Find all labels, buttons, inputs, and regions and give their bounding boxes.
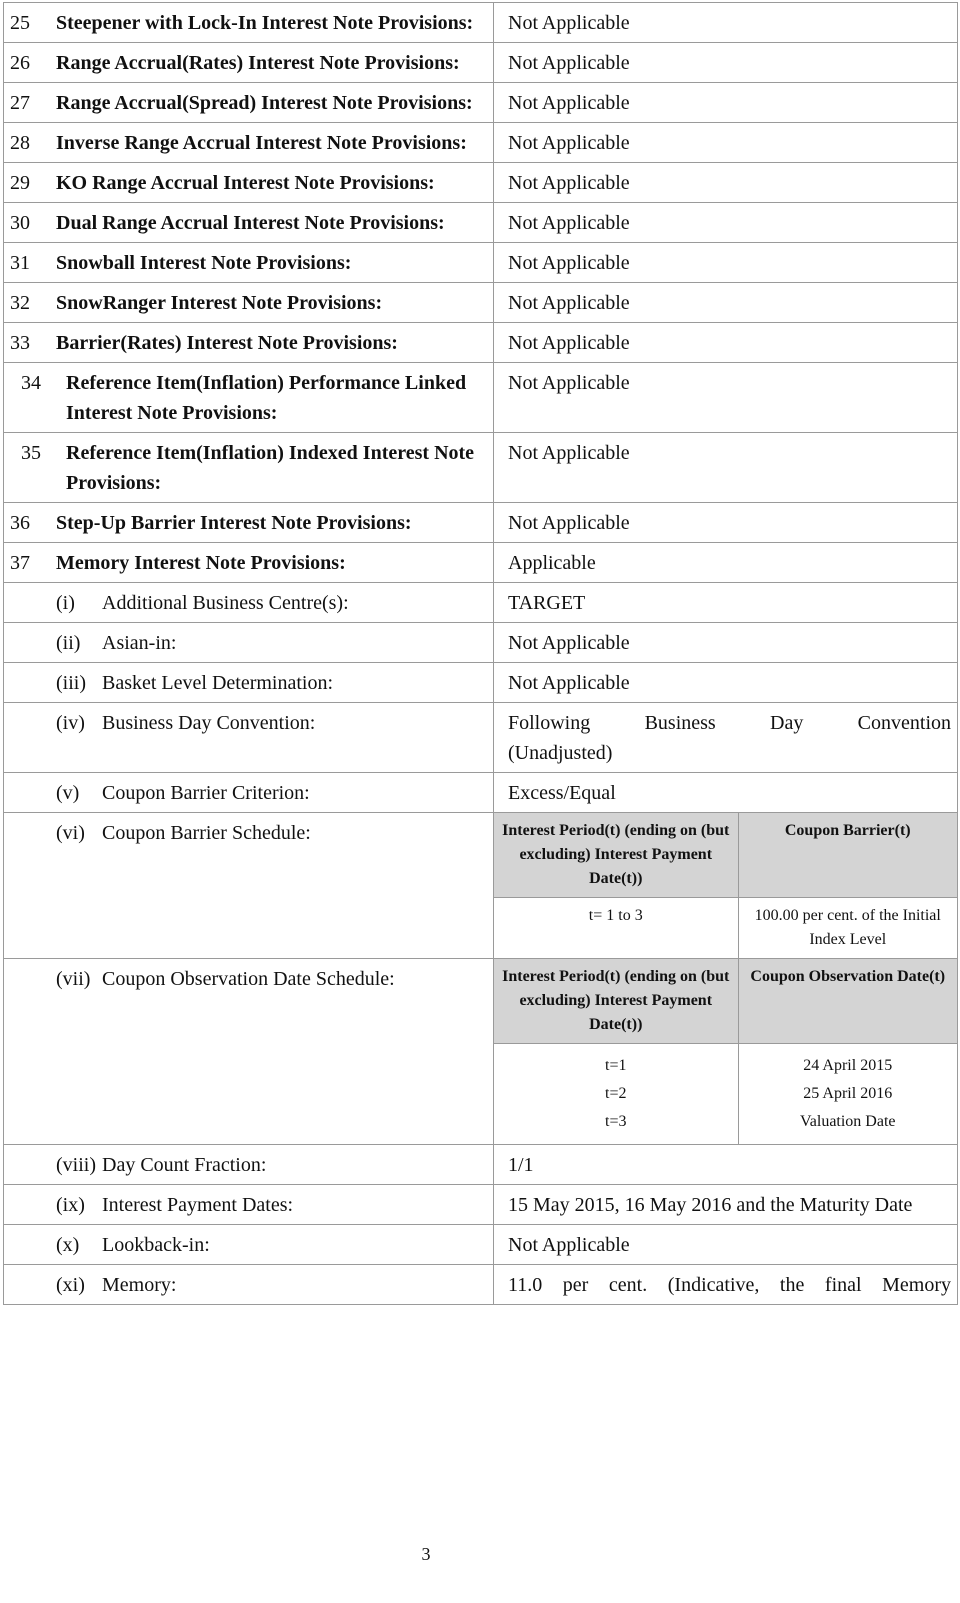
sub-value-line-2: (Unadjusted) bbox=[508, 742, 613, 764]
header-coupon-barrier: Coupon Barrier(t) bbox=[738, 813, 957, 898]
coupon-observation-schedule-row bbox=[4, 959, 958, 1145]
table-row bbox=[4, 433, 958, 503]
period-cell bbox=[494, 1044, 738, 1145]
row-value: Not Applicable bbox=[508, 172, 630, 194]
sub-label: Basket Level Determination: bbox=[102, 672, 334, 694]
period-t3: t=3 bbox=[605, 1113, 627, 1130]
row-value: Not Applicable bbox=[508, 292, 630, 314]
row-number: 37 bbox=[10, 552, 30, 574]
row-label: KO Range Accrual Interest Note Provisions: bbox=[56, 172, 435, 194]
sub-row bbox=[4, 773, 958, 813]
sub-label: Business Day Convention: bbox=[102, 712, 316, 734]
sub-label: Coupon Barrier Schedule: bbox=[102, 822, 311, 844]
table-row bbox=[4, 123, 958, 163]
row-value: Not Applicable bbox=[508, 332, 630, 354]
date-t1: 24 April 2015 bbox=[803, 1057, 893, 1074]
sub-label: Memory: bbox=[102, 1274, 177, 1296]
table-row bbox=[4, 243, 958, 283]
row-value: Not Applicable bbox=[508, 512, 630, 534]
sub-numeral: (ii) bbox=[56, 632, 81, 654]
date-t2: 25 April 2016 bbox=[803, 1085, 893, 1102]
sub-row bbox=[4, 703, 958, 773]
row-number: 29 bbox=[10, 172, 30, 194]
row-label: Steepener with Lock-In Interest Note Provisions: bbox=[56, 12, 474, 34]
table-row bbox=[4, 283, 958, 323]
sub-value: 15 May 2015, 16 May 2016 and the Maturity Date bbox=[508, 1194, 913, 1216]
sub-numeral: (vi) bbox=[56, 822, 85, 844]
row-label: Barrier(Rates) Interest Note Provisions: bbox=[56, 332, 398, 354]
sub-row bbox=[4, 1265, 958, 1305]
coupon-barrier-table bbox=[494, 813, 957, 958]
row-value: Not Applicable bbox=[508, 92, 630, 114]
row-label: SnowRanger Interest Note Provisions: bbox=[56, 292, 383, 314]
sub-value: 1/1 bbox=[508, 1154, 534, 1176]
row-value: Not Applicable bbox=[508, 442, 630, 464]
row-value: Not Applicable bbox=[508, 372, 630, 394]
sub-row bbox=[4, 663, 958, 703]
sub-numeral: (viii) bbox=[56, 1154, 96, 1176]
sub-label: Coupon Barrier Criterion: bbox=[102, 782, 310, 804]
row-label: Reference Item(Inflation) Performance Linked Interest Note Provisions: bbox=[66, 372, 467, 424]
sub-row bbox=[4, 1225, 958, 1265]
period-t2: t=2 bbox=[605, 1085, 627, 1102]
row-number: 30 bbox=[10, 212, 30, 234]
sub-numeral: (xi) bbox=[56, 1274, 85, 1296]
row-number: 35 bbox=[21, 442, 41, 464]
period-cell: t= 1 to 3 bbox=[494, 898, 738, 959]
barrier-cell: 100.00 per cent. of the Initial Index Level bbox=[754, 907, 941, 948]
table-row bbox=[4, 323, 958, 363]
sub-label: Coupon Observation Date Schedule: bbox=[102, 968, 395, 990]
row-value: Not Applicable bbox=[508, 252, 630, 274]
sub-label: Lookback-in: bbox=[102, 1234, 210, 1256]
table-row bbox=[4, 503, 958, 543]
sub-label: Interest Payment Dates: bbox=[102, 1194, 294, 1216]
inner-header-row bbox=[494, 813, 957, 898]
date-t3: Valuation Date bbox=[799, 1113, 896, 1130]
row-number: 28 bbox=[10, 132, 30, 154]
date-cell bbox=[738, 1044, 957, 1145]
row-number: 26 bbox=[10, 52, 30, 74]
sub-label: Day Count Fraction: bbox=[102, 1154, 267, 1176]
sub-numeral: (iv) bbox=[56, 712, 85, 734]
row-value: Not Applicable bbox=[508, 132, 630, 154]
sub-label: Additional Business Centre(s): bbox=[102, 592, 349, 614]
header-interest-period: Interest Period(t) (ending on (but excluding) Interest Payment Date(t)) bbox=[494, 813, 738, 898]
row-number: 32 bbox=[10, 292, 30, 314]
sub-row bbox=[4, 1145, 958, 1185]
row-number: 25 bbox=[10, 12, 30, 34]
header-observation-date: Coupon Observation Date(t) bbox=[738, 959, 957, 1044]
row-label: Memory Interest Note Provisions: bbox=[56, 552, 346, 574]
sub-row bbox=[4, 583, 958, 623]
row-number: 31 bbox=[10, 252, 30, 274]
sub-value: Excess/Equal bbox=[508, 782, 616, 804]
table-row bbox=[4, 3, 958, 43]
period-t1: t=1 bbox=[605, 1057, 627, 1074]
row-number: 36 bbox=[10, 512, 30, 534]
row-label: Range Accrual(Spread) Interest Note Provisions: bbox=[56, 92, 473, 114]
table-row bbox=[4, 83, 958, 123]
sub-numeral: (vii) bbox=[56, 968, 91, 990]
row-value: Not Applicable bbox=[508, 212, 630, 234]
table-row bbox=[4, 363, 958, 433]
sub-numeral: (ix) bbox=[56, 1194, 85, 1216]
table-row bbox=[4, 43, 958, 83]
row-number: 33 bbox=[10, 332, 30, 354]
coupon-observation-table bbox=[494, 959, 957, 1144]
row-label: Reference Item(Inflation) Indexed Interest Note Provisions: bbox=[66, 442, 475, 494]
sub-value: Not Applicable bbox=[508, 672, 630, 694]
inner-header-row bbox=[494, 959, 957, 1044]
row-value: Not Applicable bbox=[508, 52, 630, 74]
header-interest-period: Interest Period(t) (ending on (but excluding) Interest Payment Date(t)) bbox=[494, 959, 738, 1044]
row-label: Snowball Interest Note Provisions: bbox=[56, 252, 352, 274]
table-row bbox=[4, 163, 958, 203]
terms-table bbox=[3, 2, 958, 1305]
coupon-barrier-schedule-row bbox=[4, 813, 958, 959]
row-value: Not Applicable bbox=[508, 12, 630, 34]
inner-row bbox=[494, 898, 957, 959]
sub-value-line-1: Following Business Day Convention bbox=[508, 712, 951, 734]
sub-row bbox=[4, 623, 958, 663]
sub-value: Not Applicable bbox=[508, 1234, 630, 1256]
inner-row bbox=[494, 1044, 957, 1145]
sub-label: Asian-in: bbox=[102, 632, 177, 654]
sub-numeral: (i) bbox=[56, 592, 75, 614]
sub-numeral: (x) bbox=[56, 1234, 80, 1256]
sub-numeral: (iii) bbox=[56, 672, 86, 694]
row-number: 34 bbox=[21, 372, 41, 394]
sub-value: Not Applicable bbox=[508, 632, 630, 654]
sub-numeral: (v) bbox=[56, 782, 80, 804]
row-number: 27 bbox=[10, 92, 30, 114]
row-label: Inverse Range Accrual Interest Note Provisions: bbox=[56, 132, 467, 154]
row-label: Step-Up Barrier Interest Note Provisions: bbox=[56, 512, 412, 534]
table-row bbox=[4, 203, 958, 243]
row-value: Applicable bbox=[508, 552, 596, 574]
row-label: Range Accrual(Rates) Interest Note Provisions: bbox=[56, 52, 460, 74]
page-number: 3 bbox=[421, 1544, 431, 1564]
row-label: Dual Range Accrual Interest Note Provisions: bbox=[56, 212, 445, 234]
sub-value: 11.0 per cent. (Indicative, the final Memory bbox=[508, 1274, 951, 1296]
table-row bbox=[4, 543, 958, 583]
sub-row bbox=[4, 1185, 958, 1225]
sub-value: TARGET bbox=[508, 592, 586, 614]
